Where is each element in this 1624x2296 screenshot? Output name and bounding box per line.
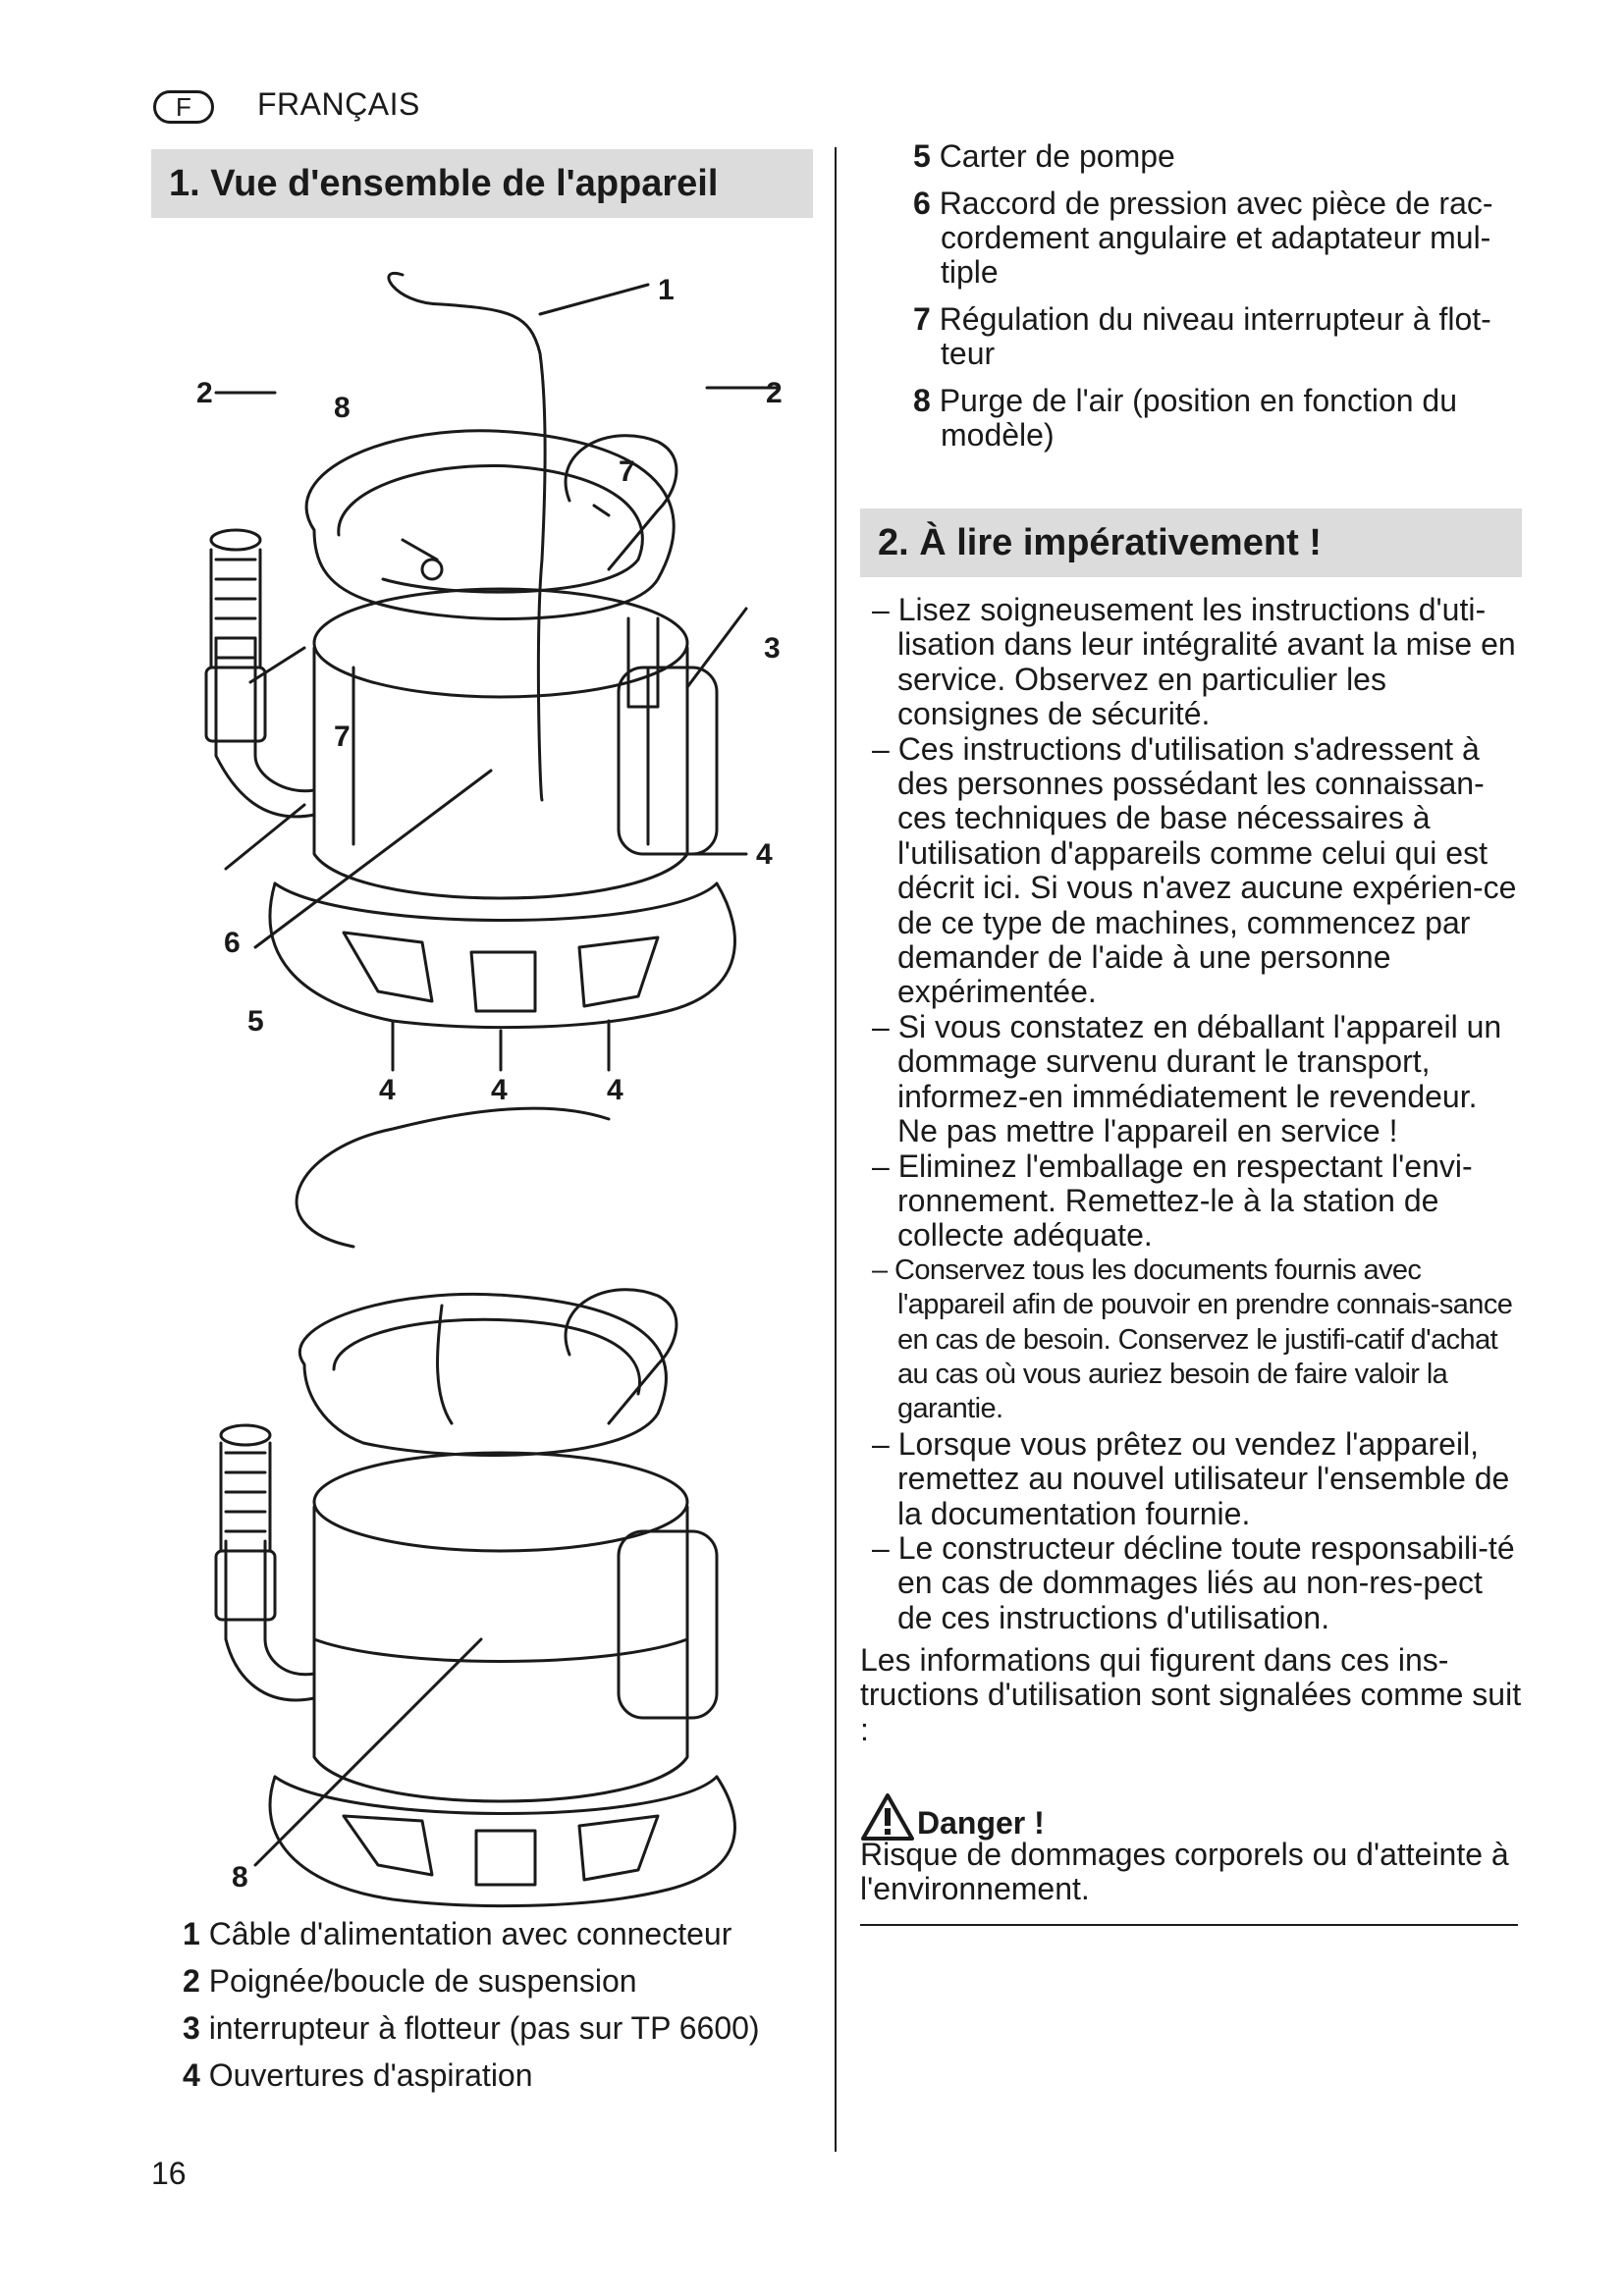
list-item: – Si vous constatez en déballant l'appareil un dommage survenu durant le transport, informez-en immédiatement le revendeur. Ne pas mettre l'appareil en service ! bbox=[872, 1008, 1502, 1149]
callout-5: 5 bbox=[247, 1005, 264, 1038]
callout-3: 3 bbox=[764, 632, 781, 665]
callout-8-bottom: 8 bbox=[232, 1861, 248, 1894]
danger-title bbox=[860, 1789, 1524, 1842]
callout-4-c: 4 bbox=[607, 1074, 623, 1106]
language-badge: F bbox=[153, 90, 214, 124]
callout-1: 1 bbox=[658, 274, 675, 306]
danger-notice bbox=[860, 1789, 1524, 1906]
list-item: – Ces instructions d'utilisation s'adressent à des personnes possédant les connaissan-ces techniques de base nécessaires à l'utilisation d'appareils comme celui qui est décrit ici. Si vous n'avez aucune expérien-ce de ce type de machines, commencez par demander de l'aide à une personne expérimentée. bbox=[872, 730, 1517, 1010]
page-number: 16 bbox=[151, 2156, 187, 2191]
callout-6: 6 bbox=[224, 927, 241, 959]
list-item: – Lisez soigneusement les instructions d'uti-lisation dans leur intégralité avant la mise en service. Observez en particulier les consignes de sécurité. bbox=[872, 592, 1516, 732]
legend-item: 4 Ouvertures d'aspiration bbox=[183, 2057, 533, 2093]
callout-4-a: 4 bbox=[379, 1074, 396, 1106]
instruction-list bbox=[860, 593, 1524, 1635]
section-1-heading: 1. Vue d'ensemble de l'appareil bbox=[151, 149, 813, 218]
air-vent-shape bbox=[422, 560, 442, 579]
callout-4-b: 4 bbox=[491, 1074, 508, 1106]
language-label: FRANÇAIS bbox=[257, 86, 420, 122]
legend-item: 6 Raccord de pression avec pièce de rac-cordement angulaire et adaptateur mul-tiple bbox=[913, 186, 1493, 290]
callout-4-right: 4 bbox=[756, 838, 773, 871]
danger-text: Risque de dommages corporels ou d'atteinte à l'environnement. bbox=[860, 1837, 1509, 1906]
legend-item: 7 Régulation du niveau interrupteur à flot-teur bbox=[913, 301, 1491, 371]
parts-legend bbox=[183, 1916, 821, 2105]
column-divider bbox=[835, 147, 837, 2152]
list-item: – Le constructeur décline toute responsabili-té en cas de dommages liés au non-res-pect de ces instructions d'utilisation. bbox=[872, 1529, 1515, 1635]
section-2-heading: 2. À lire impérativement ! bbox=[860, 508, 1522, 577]
callout-2-left: 2 bbox=[196, 377, 213, 409]
legend-item: 8 Purge de l'air (position en fonction du modèle) bbox=[913, 383, 1458, 453]
list-item: – Lorsque vous prêtez ou vendez l'appareil, remettez au nouvel utilisateur l'ensemble de la documentation fournie. bbox=[872, 1425, 1510, 1531]
danger-title-text: Danger ! bbox=[917, 1805, 1045, 1841]
info-paragraph: Les informations qui figurent dans ces ins-tructions d'utilisation sont signalées comme suit : bbox=[860, 1642, 1522, 1747]
pump-illustration bbox=[196, 245, 805, 1914]
callout-7-lower: 7 bbox=[334, 721, 351, 753]
power-cable-shape bbox=[389, 273, 545, 560]
legend-item: 2 Poignée/boucle de suspension bbox=[183, 1963, 637, 1999]
list-item: – Eliminez l'emballage en respectant l'envi-ronnement. Remettez-le à la station de collecte adéquate. bbox=[872, 1148, 1473, 1254]
danger-divider bbox=[860, 1924, 1518, 1926]
callout-7: 7 bbox=[619, 455, 635, 488]
legend-item: 3 interrupteur à flotteur (pas sur TP 6600) bbox=[183, 2010, 760, 2046]
warning-triangle-icon bbox=[860, 1792, 915, 1842]
legend-item: 1 Câble d'alimentation avec connecteur bbox=[183, 1916, 732, 1951]
parts-legend-continued bbox=[888, 139, 1524, 465]
callout-8: 8 bbox=[334, 392, 351, 424]
list-item: – Conservez tous les documents fournis avec l'appareil afin de pouvoir en prendre connais-sance en cas de besoin. Conservez le justifi-catif d'achat au cas où vous auriez besoin de faire valoir la garantie. bbox=[872, 1254, 1513, 1425]
legend-item: 5 Carter de pompe bbox=[913, 138, 1175, 174]
callout-2-right: 2 bbox=[766, 377, 783, 409]
